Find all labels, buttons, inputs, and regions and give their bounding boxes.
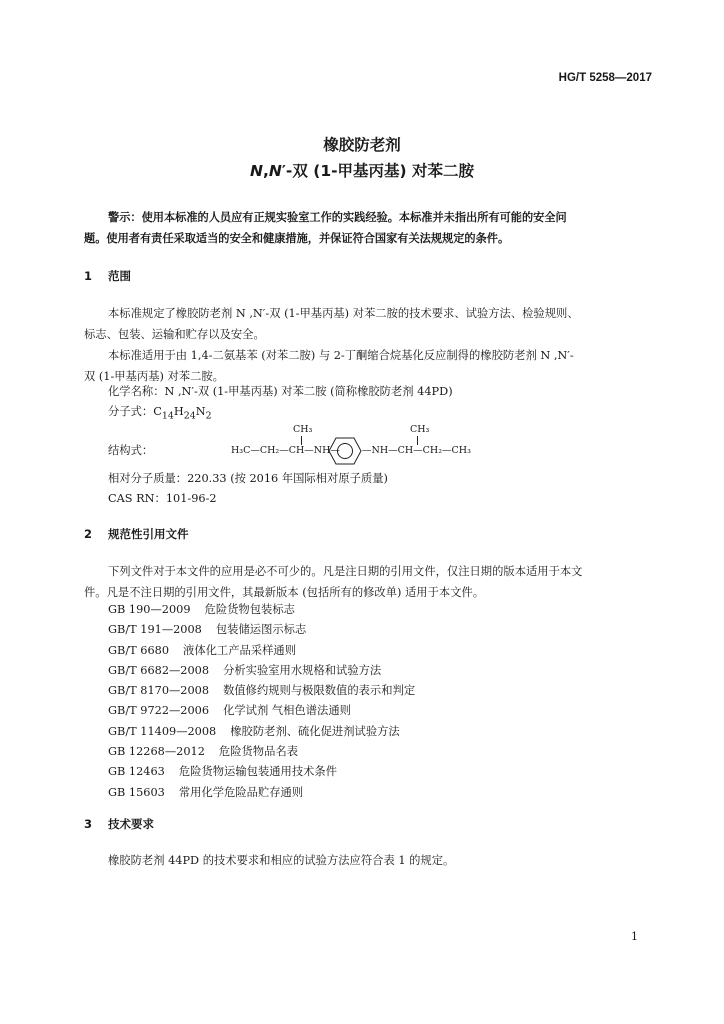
document-title-line1: 橡胶防老剂 (323, 136, 401, 154)
reference-title: 常用化学危险品贮存通则 (178, 785, 304, 799)
title-n2: N (268, 162, 282, 180)
section2-title: 规范性引用文件 (108, 527, 189, 541)
chemical-name: 化学名称：N ,N′-双 (1-甲基丙基) 对苯二胺 (简称橡胶防老剂 44PD) (108, 385, 453, 398)
formula-n-sub: 2 (205, 410, 212, 422)
formula-n: N (195, 405, 206, 418)
document-title-line2 (0, 159, 724, 181)
s1-p1-line2: 标志、包装、运输和贮存以及安全。 (84, 328, 265, 341)
section1-number: 1 (84, 269, 93, 283)
reference-code: GB 190—2009 (108, 603, 191, 616)
ch3-right: CH₃ (410, 424, 430, 435)
section1-heading (84, 268, 131, 284)
section3-title: 技术要求 (108, 817, 154, 831)
section3-heading (84, 816, 154, 832)
molar-mass: 相对分子质量：220.33 (按 2016 年国际相对原子质量) (108, 472, 388, 485)
s2-intro-line1: 下列文件对于本文件的应用是必不可少的。凡是注日期的引用文件，仅注日期的版本适用于本文 (108, 565, 583, 578)
s2-intro-line2: 件。凡是不注日期的引用文件，其最新版本 (包括所有的修改单) 适用于本文件。 (84, 586, 485, 599)
title-rest: ′-双 (1-甲基丙基) 对苯二胺 (281, 162, 475, 180)
s1-p2-line2: 双 (1-甲基丙基) 对苯二胺。 (84, 370, 224, 383)
structure-label: 结构式： (108, 444, 154, 457)
bond-right (417, 436, 418, 445)
section1-paragraphs (84, 303, 658, 387)
reference-item (108, 620, 415, 640)
reference-title: 危险货物品名表 (218, 745, 298, 759)
reference-title: 化学试剂 气相色谱法通则 (223, 704, 351, 718)
title-n1: N (249, 162, 263, 180)
section2-number: 2 (84, 527, 93, 541)
reference-item (108, 661, 415, 681)
reference-item (108, 742, 415, 762)
section2-intro (84, 561, 658, 603)
benzene-ring-icon (328, 437, 362, 465)
reference-code: GB 12268—2012 (108, 745, 205, 759)
structure-left-chain: H₃C—CH₂—CH—NH— (231, 445, 340, 456)
reference-title: 橡胶防老剂、硫化促进剂试验方法 (230, 724, 400, 738)
section2-heading (84, 526, 189, 542)
reference-title: 分析实验室用水规格和试验方法 (223, 663, 382, 677)
reference-code: GB/T 9722—2006 (108, 704, 210, 718)
reference-item (108, 762, 415, 782)
section1-title: 范围 (108, 269, 131, 283)
reference-list (108, 600, 415, 803)
reference-code: GB/T 191—2008 (108, 623, 202, 637)
reference-code: GB/T 11409—2008 (108, 724, 217, 738)
reference-item (108, 600, 415, 620)
formula-label: 分子式： (108, 405, 154, 418)
molecular-formula (108, 403, 212, 421)
warning-line1: 警示：使用本标准的人员应有正规实验室工作的实践经验。本标准并未指出所有可能的安全问 (108, 211, 567, 224)
reference-item (108, 641, 415, 661)
formula-c: C (153, 405, 162, 418)
formula-h: H (173, 405, 184, 418)
reference-title: 数值修约规则与极限数值的表示和判定 (223, 684, 416, 698)
title-comma: , (262, 162, 269, 180)
reference-item (108, 722, 415, 742)
reference-title: 危险货物包装标志 (204, 603, 295, 616)
warning-line2: 题。使用者有责任采取适当的安全和健康措施，并保证符合国家有关法规规定的条件。 (84, 232, 510, 245)
reference-code: GB/T 6680 (108, 643, 170, 657)
standard-code: HG/T 5258—2017 (558, 72, 652, 84)
s1-p1-line1: 本标准规定了橡胶防老剂 N ,N′-双 (1-甲基丙基) 对苯二胺的技术要求、试验方法、检验规则、 (108, 307, 579, 320)
reference-code: GB/T 8170—2008 (108, 684, 210, 698)
reference-title: 液体化工产品采样通则 (183, 643, 296, 657)
ch3-left: CH₃ (293, 424, 313, 435)
reference-code: GB 12463 (108, 765, 165, 779)
formula-h-sub: 24 (183, 410, 196, 422)
section3-number: 3 (84, 817, 93, 831)
s1-p2-line1: 本标准适用于由 1,4-二氨基苯 (对苯二胺) 与 2-丁酮缩合烷基化反应制得的橡胶防老剂 N ,N′- (108, 349, 574, 362)
reference-item (108, 681, 415, 701)
reference-title: 危险货物运输包装通用技术条件 (178, 765, 338, 779)
formula-c-sub: 14 (161, 410, 174, 422)
reference-title: 包装储运图示标志 (215, 623, 307, 637)
reference-code: GB 15603 (108, 785, 165, 799)
reference-item (108, 783, 415, 803)
reference-item (108, 701, 415, 721)
bond-left (301, 436, 302, 445)
structure-right-chain: —NH—CH—CH₂—CH₃ (362, 445, 471, 456)
warning-block (84, 207, 658, 249)
section3-text: 橡胶防老剂 44PD 的技术要求和相应的试验方法应符合表 1 的规定。 (108, 854, 455, 867)
reference-code: GB/T 6682—2008 (108, 663, 210, 677)
cas-number: CAS RN：101-96-2 (108, 492, 217, 505)
page-number: 1 (631, 930, 638, 943)
